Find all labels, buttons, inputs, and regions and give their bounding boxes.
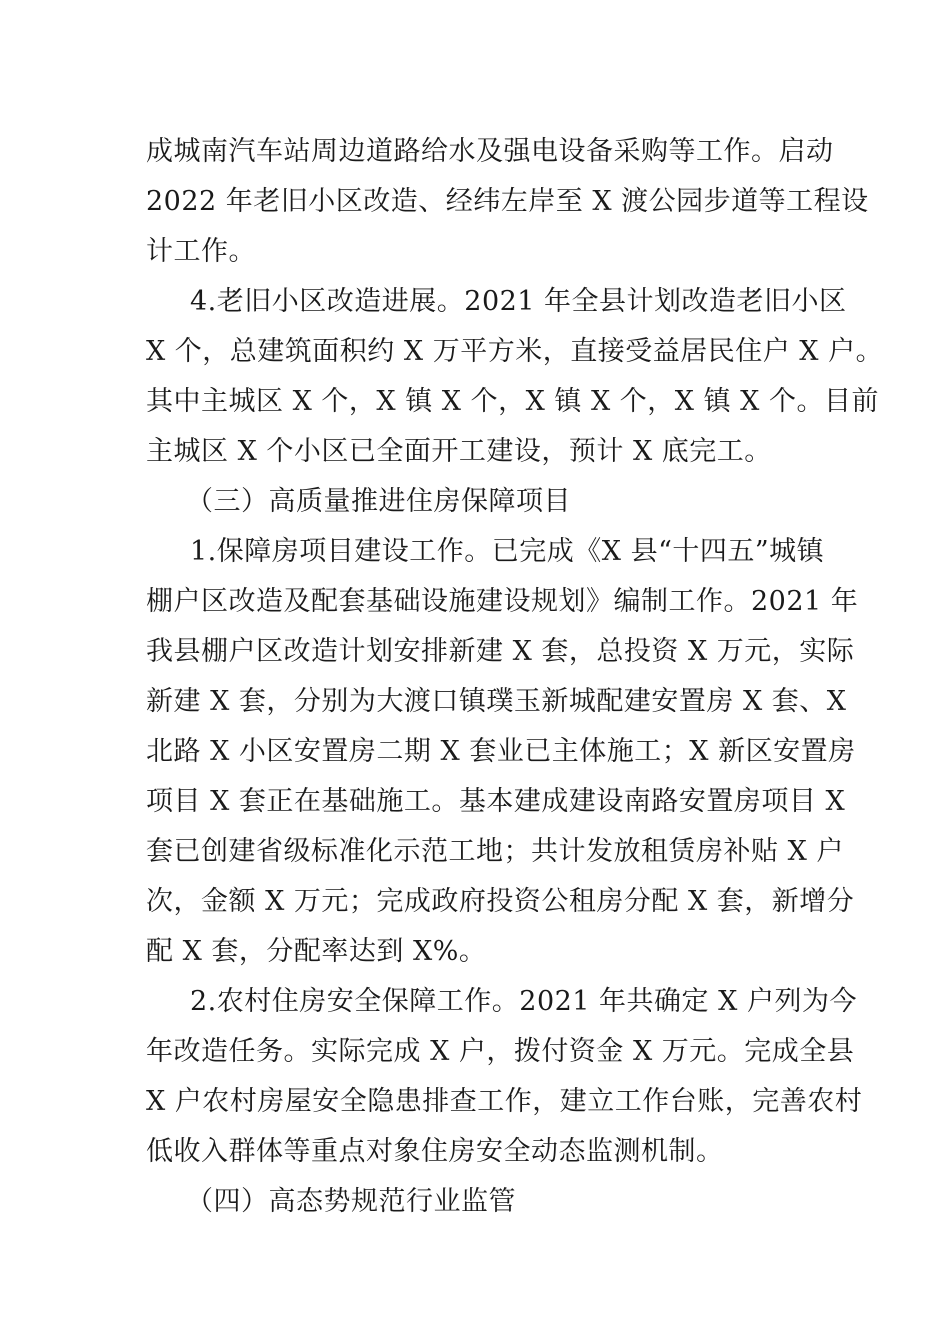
text-line: 北路 X 小区安置房二期 X 套业已主体施工；X 新区安置房: [146, 736, 856, 767]
text-line: X 个，总建筑面积约 X 万平方米，直接受益居民住户 X 户。: [146, 336, 884, 367]
text-line: 项目 X 套正在基础施工。基本建成建设南路安置房项目 X: [146, 786, 846, 817]
text-line: 年改造任务。实际完成 X 户，拨付资金 X 万元。完成全县: [146, 1036, 855, 1067]
text-line: 我县棚户区改造计划安排新建 X 套，总投资 X 万元，实际: [146, 636, 855, 667]
text-line: 新建 X 套，分别为大渡口镇璞玉新城配建安置房 X 套、X: [146, 686, 847, 717]
text-line: 次，金额 X 万元；完成政府投资公租房分配 X 套，新增分: [146, 886, 855, 917]
text-line: 主城区 X 个小区已全面开工建设，预计 X 底完工。: [146, 436, 772, 467]
text-line: 低收入群体等重点对象住房安全动态监测机制。: [146, 1136, 724, 1167]
text-line: 配 X 套，分配率达到 X%。: [146, 936, 487, 967]
text-line: 2022 年老旧小区改造、经纬左岸至 X 渡公园步道等工程设: [146, 186, 869, 217]
section-heading: （三）高质量推进住房保障项目: [186, 486, 571, 517]
text-line: 计工作。: [146, 236, 256, 267]
text-line: X 户农村房屋安全隐患排查工作，建立工作台账，完善农村: [146, 1086, 863, 1117]
text-line: 其中主城区 X 个，X 镇 X 个，X 镇 X 个，X 镇 X 个。目前: [146, 386, 879, 417]
text-line: 成城南汽车站周边道路给水及强电设备采购等工作。启动: [146, 136, 834, 167]
text-line: 棚户区改造及配套基础设施建设规划》编制工作。2021 年: [146, 586, 859, 617]
list-item-heading: 1.保障房项目建设工作。已完成《X 县“十四五”城镇: [190, 536, 825, 567]
section-heading: （四）高态势规范行业监管: [186, 1186, 516, 1217]
list-item-heading: 2.农村住房安全保障工作。2021 年共确定 X 户列为今: [190, 986, 857, 1017]
text-line: 套已创建省级标准化示范工地；共计发放租赁房补贴 X 户: [146, 836, 844, 867]
list-item-heading: 4.老旧小区改造进展。2021 年全县计划改造老旧小区: [190, 286, 847, 317]
